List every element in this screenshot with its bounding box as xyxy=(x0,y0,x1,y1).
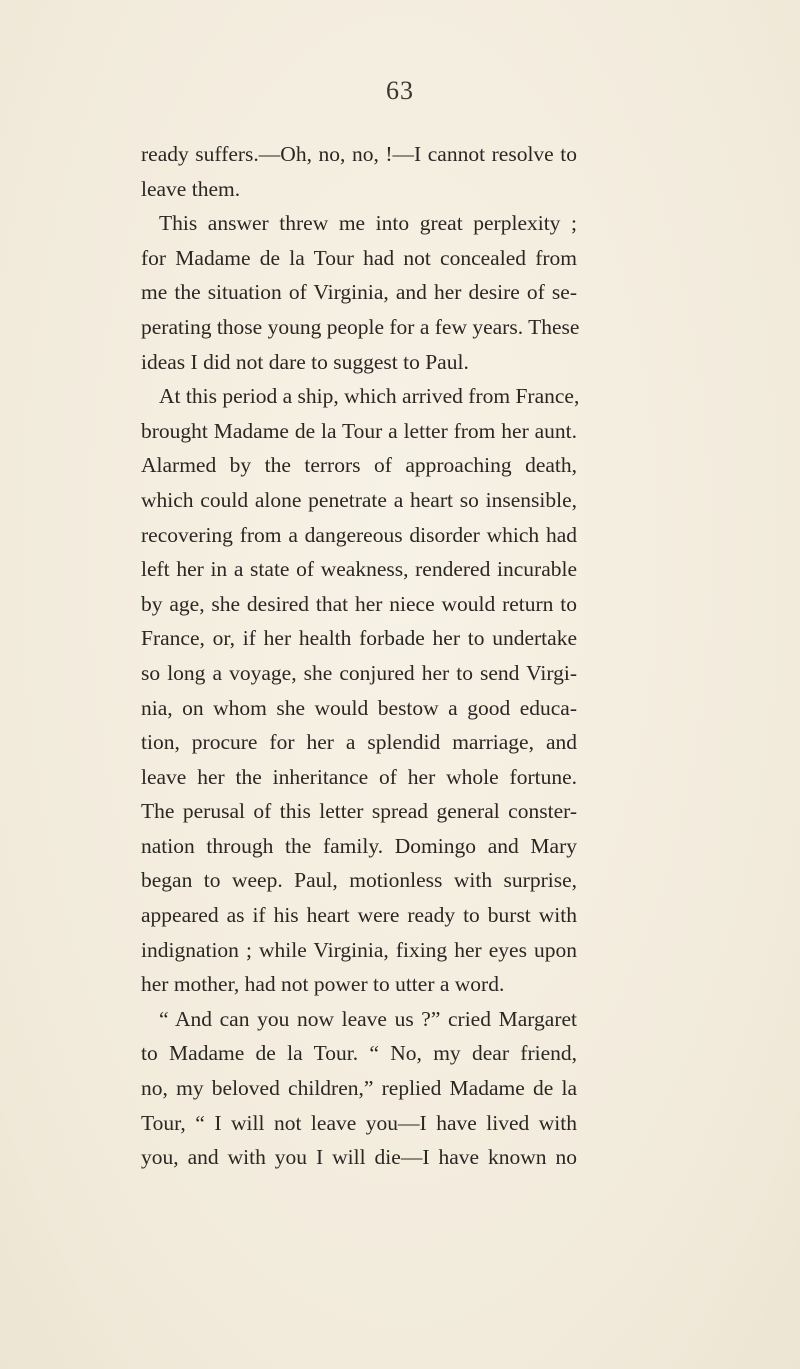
text-line: left her in a state of weakness, rendered incurable xyxy=(141,557,577,582)
text-line: The perusal of this letter spread general conster- xyxy=(141,799,577,824)
body-text xyxy=(141,137,580,1175)
text-line: her mother, had not power to utter a word. xyxy=(141,972,505,997)
text-line: Tour, “ I will not leave you—I have lived with xyxy=(141,1110,577,1135)
text-line: perating those young people for a few years. These xyxy=(141,314,580,339)
text-line: for Madame de la Tour had not concealed from xyxy=(141,245,577,270)
text-line: nia, on whom she would bestow a good educa- xyxy=(141,695,577,720)
text-line: leave them. xyxy=(141,176,241,201)
text-line: you, and with you I will die—I have known no xyxy=(141,1145,577,1170)
text-line: “ And can you now leave us ?” cried Margaret xyxy=(159,1006,577,1031)
text-line: indignation ; while Virginia, fixing her eyes upon xyxy=(141,937,577,962)
text-line: ideas I did not dare to suggest to Paul. xyxy=(141,349,469,374)
text-line: appeared as if his heart were ready to burst with xyxy=(141,903,577,928)
text-line: This answer threw me into great perplexity ; xyxy=(159,211,577,236)
text-line: ready suffers.—Oh, no, no, !—I cannot resolve to xyxy=(141,142,577,166)
text-line: France, or, if her health forbade her to undertake xyxy=(141,626,577,651)
text-line: no, my beloved children,” replied Madame de la xyxy=(141,1076,577,1101)
text-line: so long a voyage, she conjured her to send Virgi- xyxy=(141,660,577,685)
page-number: 63 xyxy=(386,76,414,105)
text-line: At this period a ship, which arrived from France, xyxy=(159,384,580,409)
text-line: Alarmed by the terrors of approaching death, xyxy=(141,453,577,478)
text-line: nation through the family. Domingo and Mary xyxy=(141,833,577,858)
text-line: which could alone penetrate a heart so insensible, xyxy=(141,487,577,512)
text-line: brought Madame de la Tour a letter from her aunt. xyxy=(141,418,577,443)
text-line: me the situation of Virginia, and her desire of se- xyxy=(141,280,577,305)
text-line: leave her the inheritance of her whole fortune. xyxy=(141,764,577,789)
text-line: by age, she desired that her niece would return to xyxy=(141,591,577,616)
text-line: recovering from a dangereous disorder which had xyxy=(141,522,577,547)
text-line: began to weep. Paul, motionless with surprise, xyxy=(141,868,577,893)
text-line: to Madame de la Tour. “ No, my dear friend, xyxy=(141,1041,577,1066)
text-line: tion, procure for her a splendid marriage, and xyxy=(141,730,577,755)
